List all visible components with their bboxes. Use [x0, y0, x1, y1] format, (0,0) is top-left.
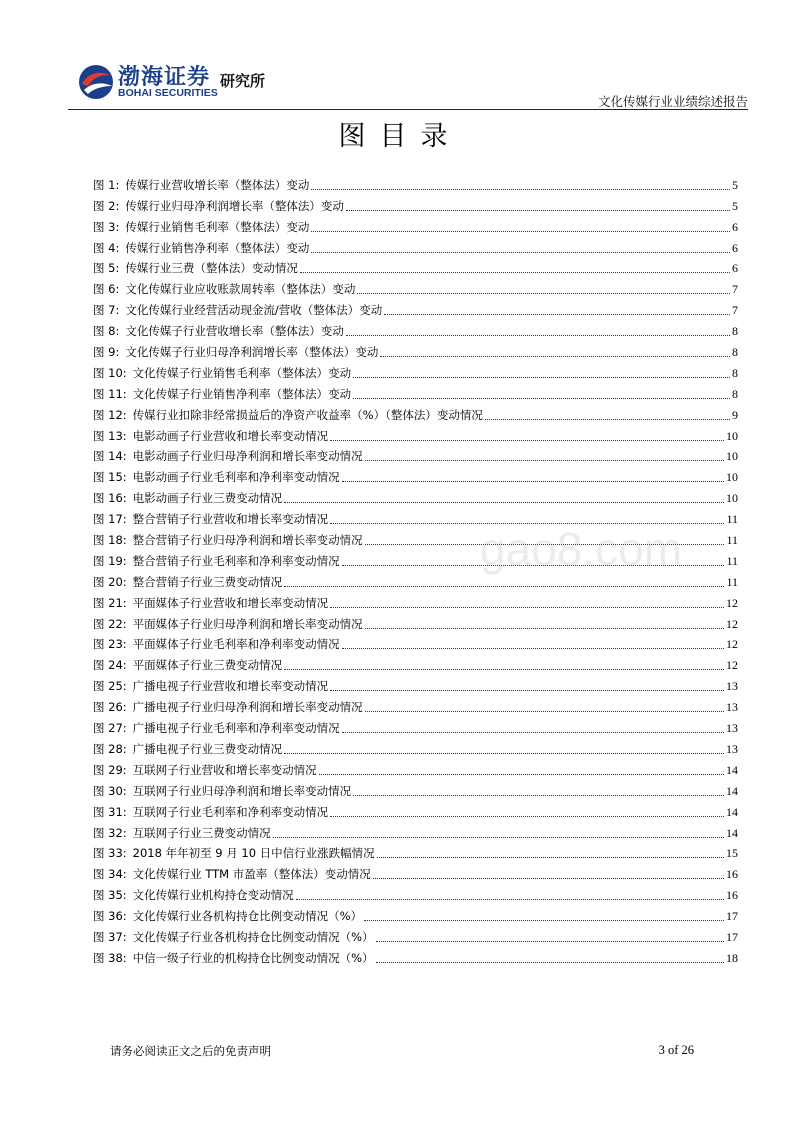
toc-entry-title: 电影动画子行业归母净利润和增长率变动情况 [132, 449, 363, 464]
toc-entry[interactable] [93, 778, 738, 799]
toc-entry-label: 图 19: [93, 553, 127, 568]
toc-entry[interactable] [93, 611, 738, 632]
toc-entry[interactable] [93, 360, 738, 381]
toc-entry-page: 10 [726, 470, 738, 485]
toc-entry-title: 2018 年年初至 9 月 10 日中信行业涨跌幅情况 [132, 846, 375, 861]
toc-entry-label: 图 12: [93, 407, 127, 422]
toc-entry-title: 文化传媒子行业各机构持仓比例变动情况（%） [132, 929, 374, 944]
toc-entry-label: 图 14: [93, 449, 127, 464]
toc-entry-label: 图 24: [93, 658, 127, 673]
toc-entry-page: 8 [732, 365, 738, 380]
toc-entry-page: 10 [726, 449, 738, 464]
toc-entry-page: 11 [726, 512, 738, 527]
toc-entry-label: 图 26: [93, 700, 127, 715]
toc-entry-label: 图 16: [93, 491, 127, 506]
toc-entry-title: 电影动画子行业营收和增长率变动情况 [132, 428, 329, 443]
toc-entry[interactable] [93, 882, 738, 903]
toc-entry-title: 平面媒体子行业营收和增长率变动情况 [132, 595, 329, 610]
toc-entry-label: 图 2: [93, 198, 120, 213]
toc-entry-title: 平面媒体子行业毛利率和净利率变动情况 [132, 637, 340, 652]
toc-entry-page: 14 [726, 825, 738, 840]
toc-entry-title: 广播电视子行业三费变动情况 [132, 741, 283, 756]
toc-entry[interactable] [93, 590, 738, 611]
toc-entry-page: 10 [726, 491, 738, 506]
toc-entry[interactable] [93, 673, 738, 694]
toc-entry-page: 16 [726, 867, 738, 882]
toc-entry[interactable] [93, 444, 738, 465]
header-divider [68, 109, 748, 110]
toc-entry-label: 图 33: [93, 846, 127, 861]
toc-entry[interactable] [93, 485, 738, 506]
toc-entry-title: 电影动画子行业三费变动情况 [132, 491, 283, 506]
toc-entry-label: 图 8: [93, 324, 120, 339]
toc-dot-leader [485, 418, 730, 420]
toc-dot-leader [311, 230, 730, 232]
logo-company-name-en: BOHAI SECURITIES [118, 87, 218, 99]
toc-entry[interactable] [93, 297, 738, 318]
toc-entry-title: 文化传媒行业 TTM 市盈率（整体法）变动情况 [132, 867, 371, 882]
toc-entry-title: 整合营销子行业归母净利润和增长率变动情况 [132, 533, 363, 548]
page-title: 图目录 [338, 121, 462, 152]
toc-dot-leader [373, 877, 724, 879]
toc-entry[interactable] [93, 423, 738, 444]
toc-entry[interactable] [93, 381, 738, 402]
toc-entry-title: 整合营销子行业营收和增长率变动情况 [132, 512, 329, 527]
toc-entry[interactable] [93, 632, 738, 653]
toc-entry-title: 文化传媒子行业归母净利润增长率（整体法）变动 [125, 345, 379, 360]
toc-entry[interactable] [93, 193, 738, 214]
logo-institute: 研究所 [220, 72, 266, 90]
toc-dot-leader [365, 459, 724, 461]
toc-entry-label: 图 34: [93, 867, 127, 882]
toc-entry-label: 图 20: [93, 574, 127, 589]
toc-entry[interactable] [93, 214, 738, 235]
toc-dot-leader [365, 627, 724, 629]
toc-entry-label: 图 29: [93, 762, 127, 777]
toc-entry-page: 11 [726, 553, 738, 568]
toc-dot-leader [342, 480, 724, 482]
toc-entry-title: 文化传媒行业应收账款周转率（整体法）变动 [125, 282, 356, 297]
toc-entry-page: 7 [732, 303, 738, 318]
toc-entry[interactable] [93, 694, 738, 715]
report-title: 文化传媒行业业绩综述报告 [597, 94, 748, 109]
toc-entry-page: 12 [726, 637, 738, 652]
toc-entry-label: 图 36: [93, 909, 127, 924]
disclaimer-note: 请务必阅读正文之后的免责声明 [110, 1044, 271, 1058]
toc-entry-label: 图 30: [93, 783, 127, 798]
toc-entry-page: 12 [726, 595, 738, 610]
toc-entry-title: 文化传媒行业机构持仓变动情况 [132, 888, 294, 903]
toc-entry-label: 图 11: [93, 386, 127, 401]
toc-dot-leader [353, 794, 724, 796]
toc-entry-title: 互联网子行业营收和增长率变动情况 [132, 762, 317, 777]
toc-dot-leader [384, 313, 730, 315]
toc-entry[interactable] [93, 945, 738, 966]
toc-dot-leader [346, 209, 730, 211]
toc-entry-page: 14 [726, 762, 738, 777]
toc-entry-page: 12 [726, 658, 738, 673]
toc-entry-page: 5 [732, 177, 738, 192]
toc-entry-title: 电影动画子行业毛利率和净利率变动情况 [132, 470, 340, 485]
toc-dot-leader [284, 585, 724, 587]
toc-entry-label: 图 13: [93, 428, 127, 443]
toc-dot-leader [342, 731, 724, 733]
toc-entry-title: 广播电视子行业毛利率和净利率变动情况 [132, 721, 340, 736]
toc-dot-leader [330, 815, 724, 817]
toc-entry-label: 图 6: [93, 282, 120, 297]
toc-entry-title: 互联网子行业三费变动情况 [132, 825, 271, 840]
toc-entry-title: 传媒行业归母净利润增长率（整体法）变动 [125, 198, 344, 213]
toc-entry-title: 互联网子行业归母净利润和增长率变动情况 [132, 783, 352, 798]
toc-entry-title: 传媒行业三费（整体法）变动情况 [125, 261, 298, 276]
toc-entry-title: 互联网子行业毛利率和净利率变动情况 [132, 804, 329, 819]
toc-dot-leader [342, 647, 724, 649]
watermark: gao8.com [480, 523, 683, 575]
toc-entry-title: 传媒行业营收增长率（整体法）变动 [125, 177, 310, 192]
toc-entry[interactable] [93, 861, 738, 882]
toc-entry-label: 图 23: [93, 637, 127, 652]
toc-entry-label: 图 28: [93, 741, 127, 756]
toc-dot-leader [377, 856, 724, 858]
toc-entry-label: 图 21: [93, 595, 127, 610]
toc-entry-label: 图 31: [93, 804, 127, 819]
toc-dot-leader [365, 710, 724, 712]
toc-entry[interactable] [93, 256, 738, 277]
toc-dot-leader [284, 752, 724, 754]
toc-dot-leader [364, 919, 724, 921]
page-number: 3 of 26 [658, 1043, 694, 1057]
toc-entry-title: 广播电视子行业营收和增长率变动情况 [132, 679, 329, 694]
toc-entry-title: 文化传媒行业各机构持仓比例变动情况（%） [132, 909, 363, 924]
toc-entry-label: 图 18: [93, 533, 127, 548]
toc-dot-leader [380, 355, 730, 357]
toc-entry-page: 6 [732, 219, 738, 234]
toc-entry-page: 8 [732, 386, 738, 401]
toc-entry-label: 图 7: [93, 303, 120, 318]
toc-entry-page: 8 [732, 345, 738, 360]
toc-entry[interactable] [93, 339, 738, 360]
toc-entry-title: 中信一级子行业的机构持仓比例变动情况（%） [132, 950, 374, 965]
toc-entry-page: 13 [726, 700, 738, 715]
toc-entry-label: 图 32: [93, 825, 127, 840]
toc-entry-label: 图 27: [93, 721, 127, 736]
toc-dot-leader [376, 940, 724, 942]
toc-dot-leader [319, 773, 724, 775]
page-header [68, 60, 748, 110]
toc-entry-page: 13 [726, 721, 738, 736]
toc-entry[interactable] [93, 820, 738, 841]
toc-entry-title: 平面媒体子行业归母净利润和增长率变动情况 [132, 616, 363, 631]
toc-entry-page: 10 [726, 428, 738, 443]
toc-entry-page: 9 [732, 407, 738, 422]
toc-entry[interactable] [93, 318, 738, 339]
toc-entry-title: 传媒行业销售毛利率（整体法）变动 [125, 219, 310, 234]
toc-entry-label: 图 37: [93, 929, 127, 944]
toc-entry-title: 传媒行业销售净利率（整体法）变动 [125, 240, 310, 255]
toc-entry-title: 平面媒体子行业三费变动情况 [132, 658, 283, 673]
toc-entry-title: 文化传媒子行业销售毛利率（整体法）变动 [132, 365, 352, 380]
toc-entry[interactable] [93, 736, 738, 757]
toc-dot-leader [330, 439, 724, 441]
toc-entry-title: 文化传媒子行业销售净利率（整体法）变动 [132, 386, 352, 401]
toc-dot-leader [311, 251, 730, 253]
toc-entry-title: 整合营销子行业毛利率和净利率变动情况 [132, 553, 340, 568]
toc-entry-page: 13 [726, 679, 738, 694]
page-footer [110, 1043, 694, 1063]
toc-dot-leader [353, 397, 730, 399]
toc-entry-title: 整合营销子行业三费变动情况 [132, 574, 283, 589]
toc-entry-page: 11 [726, 574, 738, 589]
toc-entry-page: 17 [726, 929, 738, 944]
toc-entry-page: 5 [732, 198, 738, 213]
toc-entry[interactable] [93, 464, 738, 485]
toc-entry-label: 图 38: [93, 950, 127, 965]
toc-dot-leader [284, 668, 724, 670]
toc-entry-label: 图 4: [93, 240, 120, 255]
toc-entry-page: 18 [726, 950, 738, 965]
toc-entry-label: 图 17: [93, 512, 127, 527]
toc-entry[interactable] [93, 402, 738, 423]
toc-entry-label: 图 35: [93, 888, 127, 903]
toc-entry[interactable] [93, 276, 738, 297]
toc-entry[interactable] [93, 903, 738, 924]
toc-dot-leader [311, 188, 730, 190]
toc-entry-page: 13 [726, 741, 738, 756]
toc-dot-leader [330, 606, 724, 608]
logo-company-name: 渤海证券 [118, 65, 211, 90]
toc-entry[interactable] [93, 172, 738, 193]
toc-entry-label: 图 22: [93, 616, 127, 631]
toc-entry-label: 图 1: [93, 177, 120, 192]
toc-entry[interactable] [93, 235, 738, 256]
toc-dot-leader [376, 961, 724, 963]
toc-entry[interactable] [93, 757, 738, 778]
toc-entry-label: 图 5: [93, 261, 120, 276]
toc-entry-page: 14 [726, 804, 738, 819]
toc-dot-leader [284, 501, 724, 503]
toc-dot-leader [357, 292, 730, 294]
toc-entry-label: 图 10: [93, 365, 127, 380]
toc-dot-leader [346, 334, 730, 336]
toc-entry-page: 15 [726, 846, 738, 861]
toc-entry[interactable] [93, 799, 738, 820]
toc-entry-title: 文化传媒行业经营活动现金流/营收（整体法）变动 [125, 303, 383, 318]
toc-dot-leader [353, 376, 730, 378]
toc-entry[interactable] [93, 715, 738, 736]
toc-entry-page: 17 [726, 909, 738, 924]
toc-entry-title: 广播电视子行业归母净利润和增长率变动情况 [132, 700, 363, 715]
toc-entry-label: 图 3: [93, 219, 120, 234]
toc-entry-page: 12 [726, 616, 738, 631]
toc-dot-leader [273, 836, 724, 838]
toc-entry[interactable] [93, 652, 738, 673]
toc-dot-leader [330, 689, 724, 691]
toc-entry-page: 14 [726, 783, 738, 798]
toc-entry-page: 8 [732, 324, 738, 339]
toc-entry-page: 11 [726, 533, 738, 548]
toc-entry-page: 6 [732, 240, 738, 255]
toc-entry-title: 文化传媒子行业营收增长率（整体法）变动 [125, 324, 344, 339]
toc-entry-page: 7 [732, 282, 738, 297]
toc-entry-label: 图 15: [93, 470, 127, 485]
toc-entry-label: 图 25: [93, 679, 127, 694]
toc-entry-page: 16 [726, 888, 738, 903]
toc-entry-title: 传媒行业扣除非经常损益后的净资产收益率（%）（整体法）变动情况 [132, 407, 483, 422]
toc-entry[interactable] [93, 841, 738, 862]
toc-entry-label: 图 9: [93, 345, 120, 360]
toc-entry-page: 6 [732, 261, 738, 276]
toc-entry[interactable] [93, 924, 738, 945]
bohai-logo-icon [76, 62, 116, 102]
toc-dot-leader [300, 271, 730, 273]
toc-dot-leader [296, 898, 724, 900]
